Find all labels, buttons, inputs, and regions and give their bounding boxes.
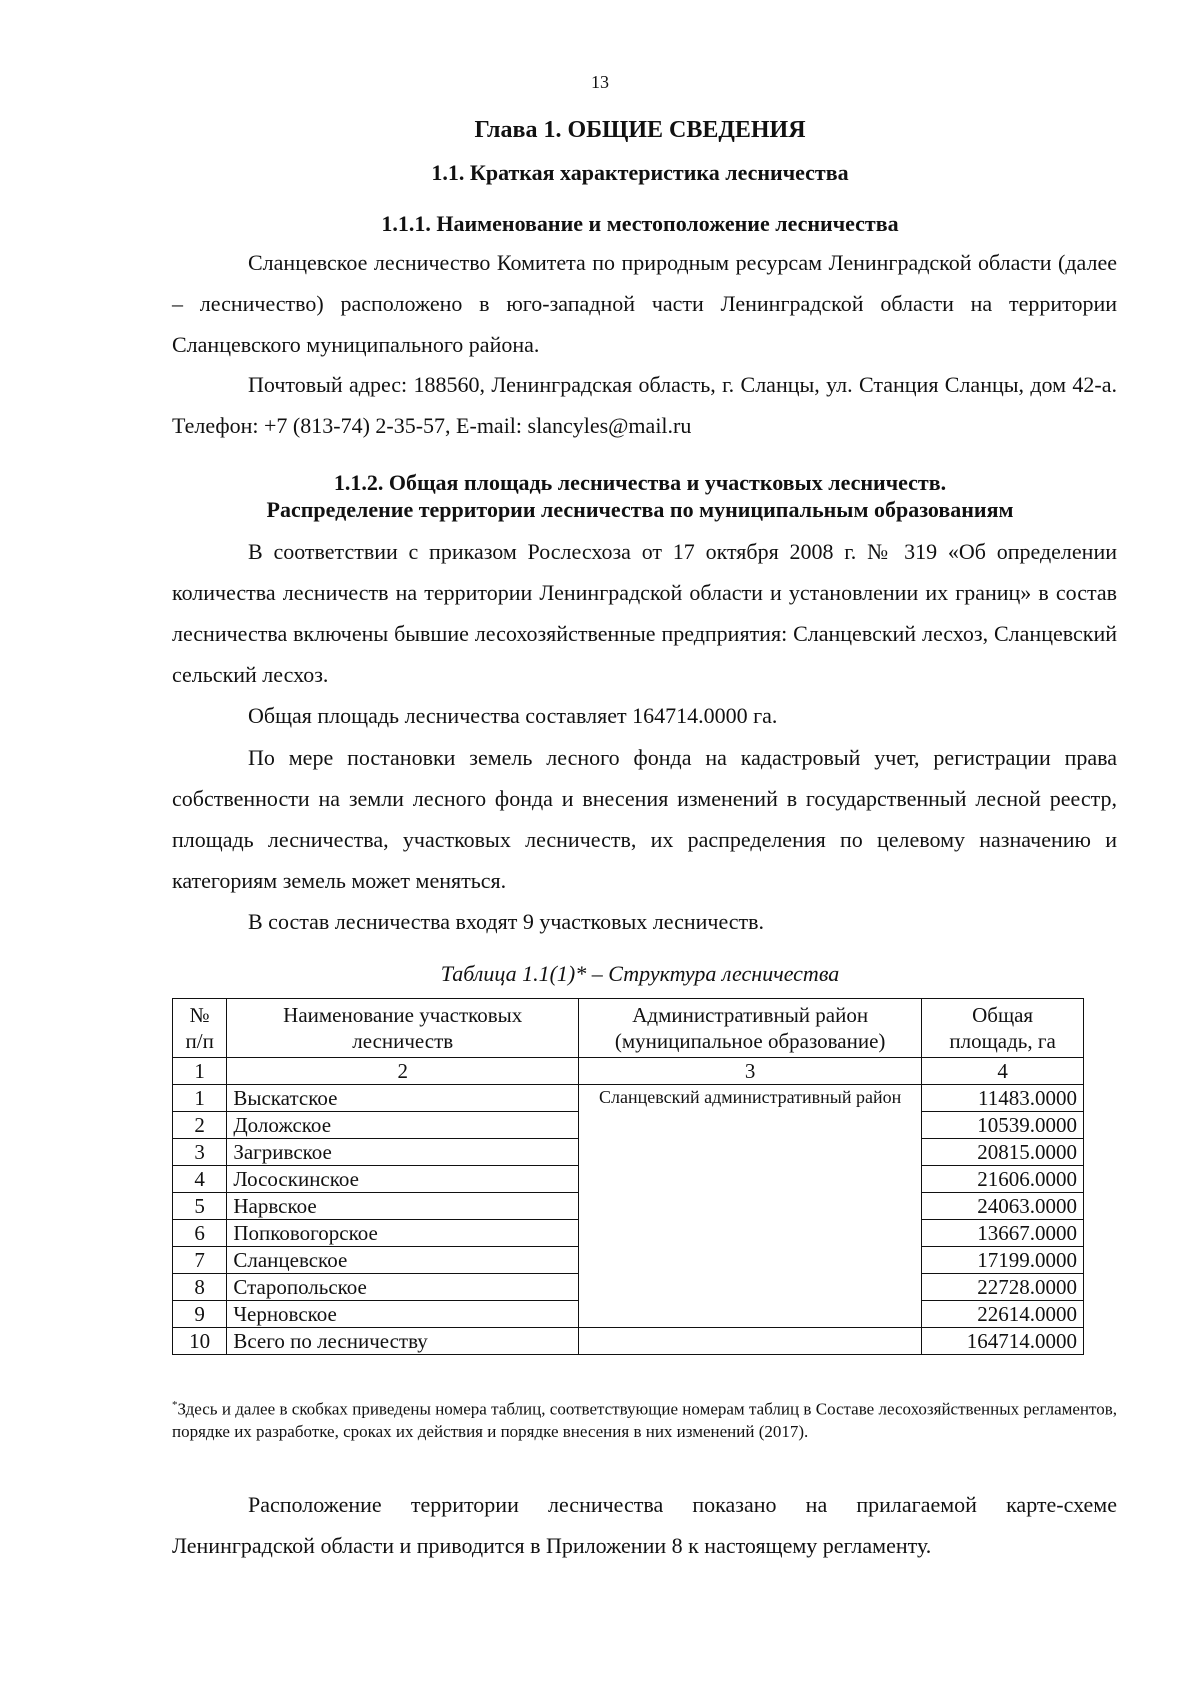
- row-number: 3: [173, 1139, 227, 1166]
- row-number: 7: [173, 1247, 227, 1274]
- row-number: 5: [173, 1193, 227, 1220]
- column-numbers-row: [173, 1058, 1084, 1085]
- row-forestry-name: Загривское: [227, 1139, 579, 1166]
- total-area: 164714.0000: [922, 1328, 1084, 1355]
- footnote-text: Здесь и далее в скобках приведены номера таблиц, соответствующие номерам таблиц в Составе лесохозяйственных регламентов, порядке их разработке, сроках их действия и порядке внесения в них изменений (2017).: [172, 1399, 1117, 1441]
- paragraph-total-area: Общая площадь лесничества составляет 164714.0000 га.: [248, 703, 778, 728]
- row-number: 6: [173, 1220, 227, 1247]
- section-heading-1-1-2-line1: 1.1.2. Общая площадь лесничества и участковых лесничеств.: [333, 470, 947, 495]
- row-area: 10539.0000: [922, 1112, 1084, 1139]
- row-area: 22614.0000: [922, 1301, 1084, 1328]
- paragraph-changes: По мере постановки земель лесного фонда на кадастровый учет, регистрации права собственности на земли лесного фонда и внесения изменений в государственный лесной реестр, площадь лесничества, участковых лесничеств, их распределения по целевому назначению и категориям земель может меняться.: [172, 745, 1117, 893]
- header-name: Наименование участковых лесничеств: [227, 999, 579, 1058]
- chapter-title: Глава 1. ОБЩИЕ СВЕДЕНИЯ: [474, 117, 806, 143]
- paragraph-location: Сланцевское лесничество Комитета по природным ресурсам Ленинградской области (далее – лесничество) расположено в юго-западной части Ленинградской области на территории Сланцевского муниципального района.: [172, 250, 1117, 357]
- row-forestry-name: Старопольское: [227, 1274, 579, 1301]
- header-district: Административный район (муниципальное образование): [579, 999, 922, 1058]
- paragraph-count: В состав лесничества входят 9 участковых лесничеств.: [248, 909, 765, 934]
- row-area: 24063.0000: [922, 1193, 1084, 1220]
- row-district: Сланцевский административный район: [579, 1085, 922, 1328]
- row-forestry-name: Черновское: [227, 1301, 579, 1328]
- header-area: Общая площадь, га: [922, 999, 1084, 1058]
- table-caption: Таблица 1.1(1)* – Структура лесничества: [440, 961, 840, 986]
- section-heading-1-1-2: [160, 469, 1120, 523]
- row-number: 2: [173, 1112, 227, 1139]
- row-number: 1: [173, 1085, 227, 1112]
- section-heading-1-1: 1.1. Краткая характеристика лесничества: [431, 160, 849, 185]
- row-area: 21606.0000: [922, 1166, 1084, 1193]
- total-label: Всего по лесничеству: [227, 1328, 579, 1355]
- paragraph-map: Расположение территории лесничества показано на прилагаемой карте-схеме Ленинградской области и приводится в Приложении 8 к настоящему регламенту.: [172, 1492, 1117, 1558]
- page-number: 13: [591, 72, 609, 92]
- row-number: 4: [173, 1166, 227, 1193]
- row-forestry-name: Лососкинское: [227, 1166, 579, 1193]
- row-number: 9: [173, 1301, 227, 1328]
- total-number: 10: [173, 1328, 227, 1355]
- row-forestry-name: Сланцевское: [227, 1247, 579, 1274]
- footnote-mark: *: [172, 1399, 178, 1411]
- paragraph-address: Почтовый адрес: 188560, Ленинградская область, г. Сланцы, ул. Станция Сланцы, дом 42-а. Телефон: +7 (813-74) 2-35-57, E-mail: slancyles@mail.ru: [172, 372, 1117, 438]
- row-area: 22728.0000: [922, 1274, 1084, 1301]
- paragraph-order: В соответствии с приказом Рослесхоза от 17 октября 2008 г. № 319 «Об определении количества лесничеств на территории Ленинградской области и установлении их границ» в состав лесничества включены бывшие лесохозяйственные предприятия: Сланцевский лесхоз, Сланцевский сельский лесхоз.: [172, 539, 1117, 687]
- row-area: 20815.0000: [922, 1139, 1084, 1166]
- row-forestry-name: Попковогорское: [227, 1220, 579, 1247]
- table-total-row: [173, 1328, 1084, 1355]
- table-row: [173, 1085, 1084, 1112]
- col-number: 1: [173, 1058, 227, 1085]
- row-forestry-name: Доложское: [227, 1112, 579, 1139]
- col-number: 2: [227, 1058, 579, 1085]
- header-num: № п/п: [173, 999, 227, 1058]
- table-footnote: [172, 1394, 1117, 1443]
- section-heading-1-1-1: 1.1.1. Наименование и местоположение лесничества: [381, 211, 899, 236]
- forestry-structure-table: [172, 998, 1084, 1355]
- row-number: 8: [173, 1274, 227, 1301]
- row-area: 13667.0000: [922, 1220, 1084, 1247]
- total-district-empty: [579, 1328, 922, 1355]
- table-header-row: [173, 999, 1084, 1058]
- row-area: 17199.0000: [922, 1247, 1084, 1274]
- section-heading-1-1-2-line2: Распределение территории лесничества по муниципальным образованиям: [266, 497, 1014, 522]
- row-area: 11483.0000: [922, 1085, 1084, 1112]
- row-forestry-name: Выскатское: [227, 1085, 579, 1112]
- col-number: 3: [579, 1058, 922, 1085]
- row-forestry-name: Нарвское: [227, 1193, 579, 1220]
- col-number: 4: [922, 1058, 1084, 1085]
- table-body: [173, 1058, 1084, 1355]
